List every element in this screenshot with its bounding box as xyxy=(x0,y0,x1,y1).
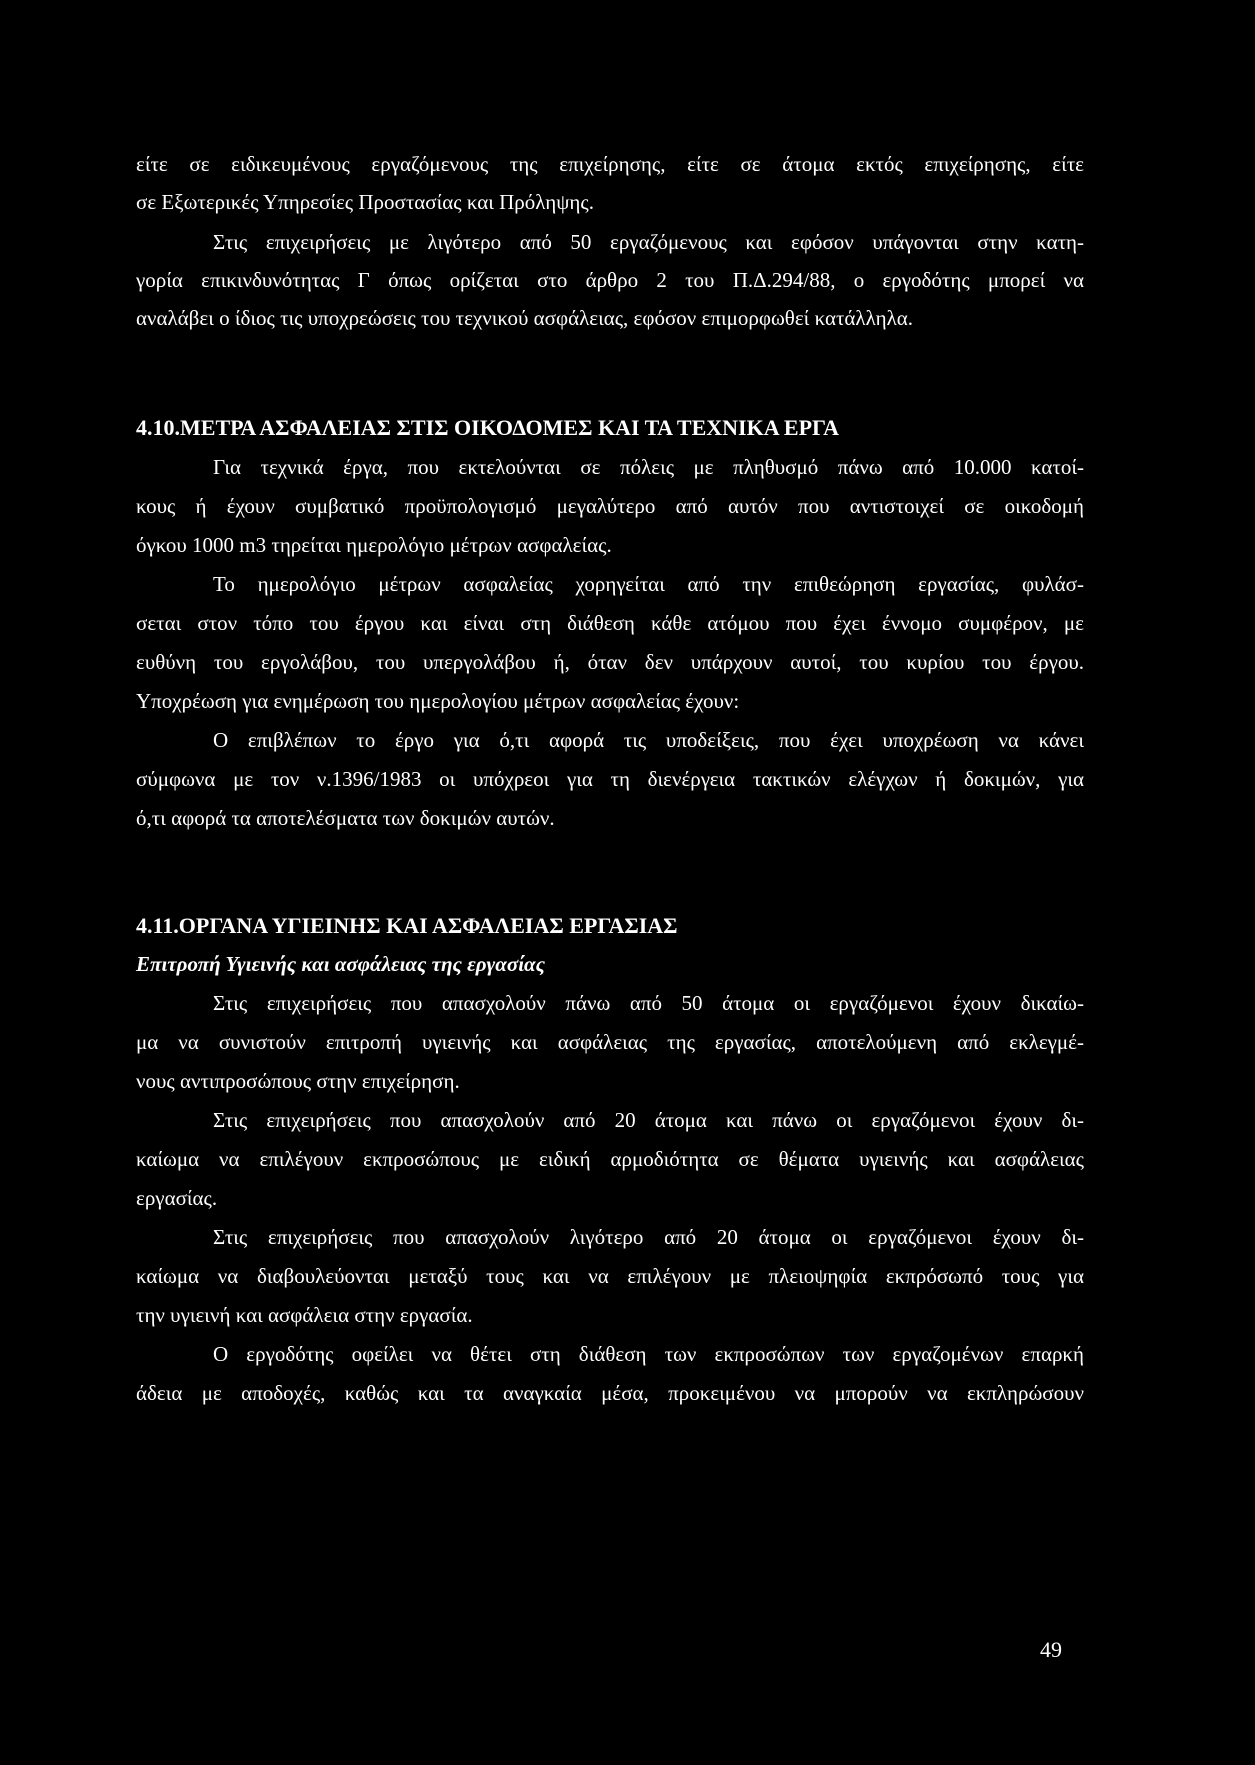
paragraph-line: Το ημερολόγιο μέτρων ασφαλείας χορηγείται από την επιθεώρηση εργασίας, φυλάσ- xyxy=(213,572,1084,596)
paragraph-line: Στις επιχειρήσεις που απασχολούν λιγότερο από 20 άτομα οι εργαζόμενοι έχουν δι- xyxy=(213,1225,1084,1249)
paragraph-line: Υποχρέωση για ενημέρωση του ημερολογίου μέτρων ασφαλείας έχουν: xyxy=(136,689,740,713)
paragraph-line: αναλάβει ο ίδιος τις υποχρεώσεις του τεχνικού ασφάλειας, εφόσον επιμορφωθεί κατάλληλα. xyxy=(136,306,914,330)
paragraph-line: είτε σε ειδικευμένους εργαζόμενους της επιχείρησης, είτε σε άτομα εκτός επιχείρησης, είτε xyxy=(136,152,1084,176)
paragraph-line: ό,τι αφορά τα αποτελέσματα των δοκιμών αυτών. xyxy=(136,806,555,830)
paragraph-line: Στις επιχειρήσεις με λιγότερο από 50 εργαζόμενους και εφόσον υπάγονται στην κατη- xyxy=(213,230,1084,254)
paragraph-line: γορία επικινδυνότητας Γ όπως ορίζεται στο άρθρο 2 του Π.Δ.294/88, ο εργοδότης μπορεί να xyxy=(136,268,1084,292)
paragraph-line: Στις επιχειρήσεις που απασχολούν από 20 άτομα και πάνω οι εργαζόμενοι έχουν δι- xyxy=(213,1108,1084,1132)
paragraph-line: σε Εξωτερικές Υπηρεσίες Προστασίας και Πρόληψης. xyxy=(136,190,594,214)
paragraph-line: καίωμα να επιλέγουν εκπροσώπους με ειδική αρμοδιότητα σε θέματα υγιεινής και ασφάλειας xyxy=(136,1147,1084,1171)
paragraph-line: ευθύνη του εργολάβου, του υπεργολάβου ή, όταν δεν υπάρχουν αυτοί, του κυρίου του έργου. xyxy=(136,650,1084,674)
page-number: 49 xyxy=(1040,1637,1062,1662)
paragraph-line: άδεια με αποδοχές, καθώς και τα αναγκαία μέσα, προκειμένου να μπορούν να εκπληρώσουν xyxy=(136,1381,1084,1405)
paragraph-line: καίωμα να διαβουλεύονται μεταξύ τους και να επιλέγουν με πλειοψηφία εκπρόσωπό τους για xyxy=(136,1264,1084,1288)
paragraph-line: μα να συνιστούν επιτροπή υγιεινής και ασφάλειας της εργασίας, αποτελούμενη από εκλεγμέ- xyxy=(136,1030,1084,1054)
paragraph-line: κους ή έχουν συμβατικό προϋπολογισμό μεγαλύτερο από αυτόν που αντιστοιχεί σε οικοδομή xyxy=(136,494,1084,518)
section-heading: 4.11.ΟΡΓΑΝΑ ΥΓΙΕΙΝΗΣ ΚΑΙ ΑΣΦΑΛΕΙΑΣ ΕΡΓΑΣΙΑΣ xyxy=(136,913,678,938)
paragraph-line: νους αντιπροσώπους στην επιχείρηση. xyxy=(136,1069,460,1093)
paragraph-line: Στις επιχειρήσεις που απασχολούν πάνω από 50 άτομα οι εργαζόμενοι έχουν δικαίω- xyxy=(213,991,1084,1015)
paragraph-line: σύμφωνα με τον ν.1396/1983 οι υπόχρεοι για τη διενέργεια τακτικών ελέγχων ή δοκιμών, για xyxy=(136,767,1084,791)
paragraph-line: Ο εργοδότης οφείλει να θέτει στη διάθεση των εκπροσώπων των εργαζομένων επαρκή xyxy=(213,1342,1084,1366)
paragraph-line: Ο επιβλέπων το έργο για ό,τι αφορά τις υποδείξεις, που έχει υποχρέωση να κάνει xyxy=(213,728,1084,752)
paragraph-line: την υγιεινή και ασφάλεια στην εργασία. xyxy=(136,1303,473,1327)
section-heading: 4.10.ΜΕΤΡΑ ΑΣΦΑΛΕΙΑΣ ΣΤΙΣ ΟΙΚΟΔΟΜΕΣ ΚΑΙ ΤΑ ΤΕΧΝΙΚΑ ΕΡΓΑ xyxy=(136,415,839,440)
paragraph-line: σεται στον τόπο του έργου και είναι στη διάθεση κάθε ατόμου που έχει έννομο συμφέρον, με xyxy=(136,611,1084,635)
paragraph-line: Για τεχνικά έργα, που εκτελούνται σε πόλεις με πληθυσμό πάνω από 10.000 κατοί- xyxy=(213,455,1084,479)
paragraph-line: εργασίας. xyxy=(136,1186,218,1210)
subsection-heading: Επιτροπή Υγιεινής και ασφάλειας της εργασίας xyxy=(136,952,546,976)
paragraph-line: όγκου 1000 m3 τηρείται ημερολόγιο μέτρων ασφαλείας. xyxy=(136,533,612,557)
